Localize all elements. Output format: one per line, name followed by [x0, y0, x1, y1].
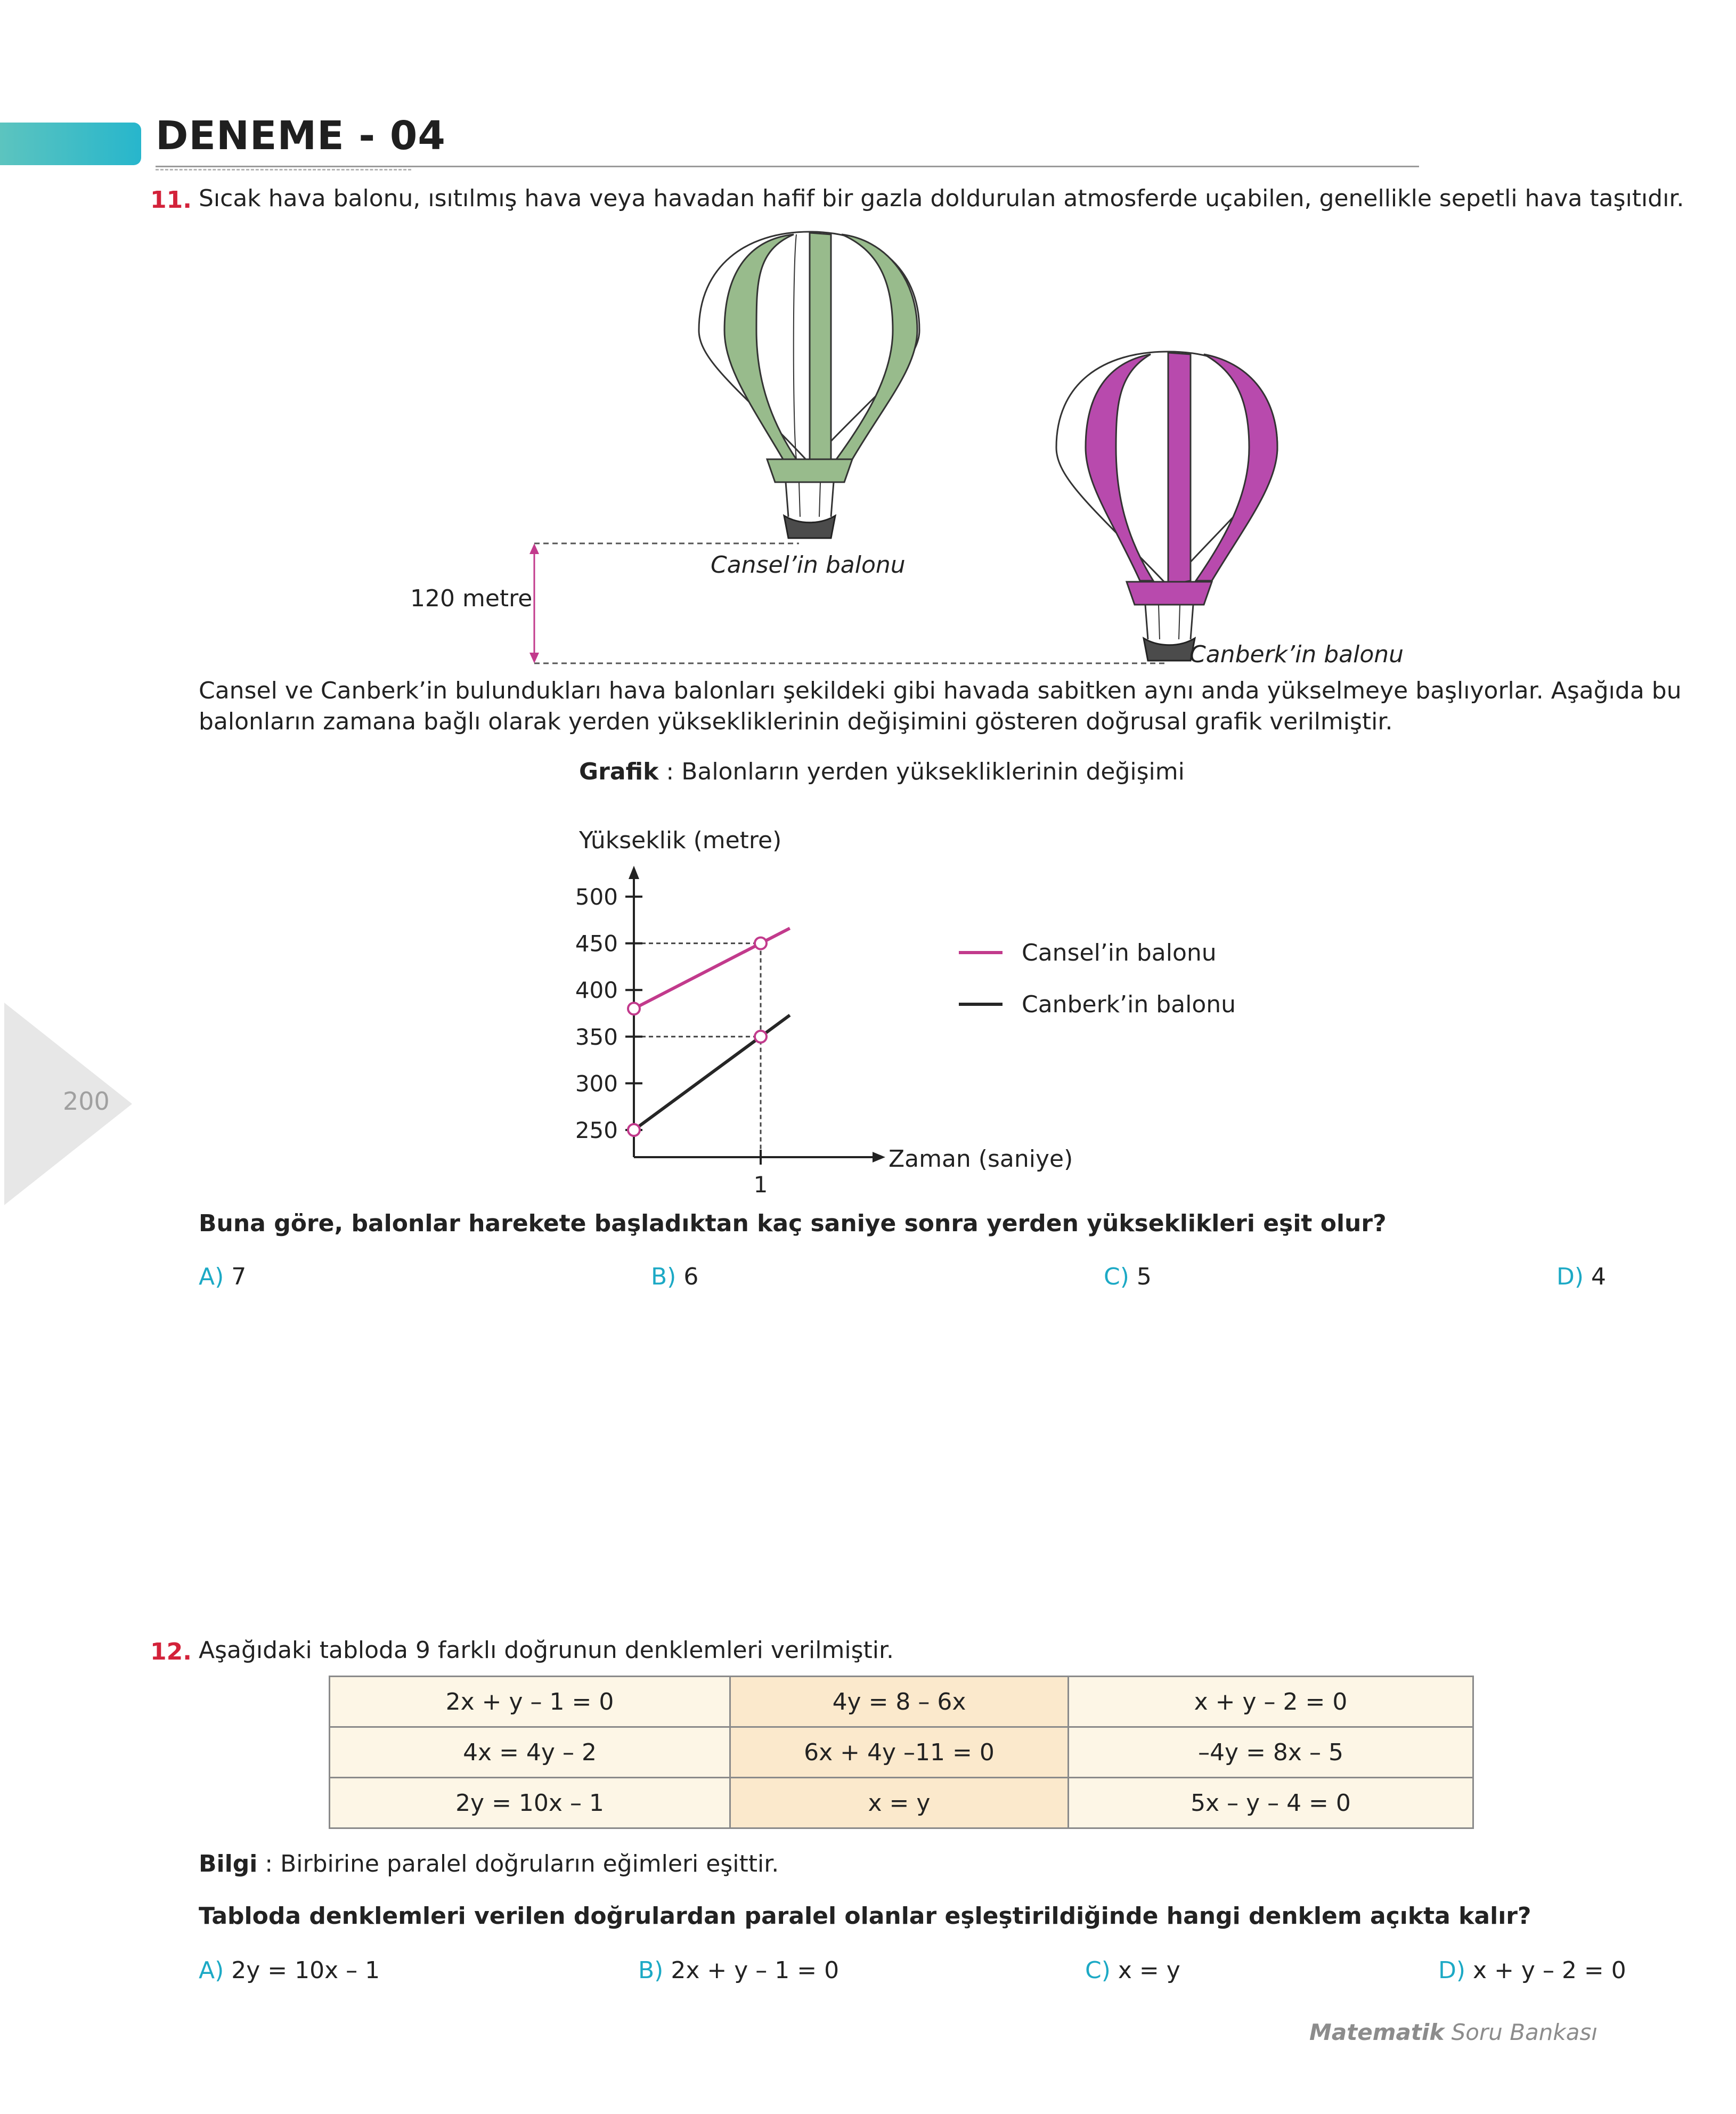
data-point	[628, 1003, 640, 1014]
question-11-stem: Buna göre, balonlar harekete başladıktan kaç saniye sonra yerden yükseklikleri eşit olur?	[199, 1210, 1387, 1237]
footer-brand-bold: Matematik	[1309, 2019, 1445, 2045]
info-bold: Bilgi	[199, 1850, 258, 1877]
q11-option-a-letter: A)	[199, 1263, 224, 1290]
q12-option-a-letter: A)	[199, 1957, 224, 1984]
y-tick-label: 400	[575, 977, 618, 1004]
footer-brand	[1309, 2019, 1598, 2045]
chart-x-axis-arrow	[873, 1152, 885, 1162]
table-cell: 2x + y – 1 = 0	[330, 1677, 730, 1727]
question-12-intro: Aşağıdaki tabloda 9 farklı doğrunun denklemleri verilmiştir.	[199, 1637, 894, 1664]
y-tick-label: 450	[575, 930, 618, 957]
q11-option-d-text: 4	[1591, 1263, 1607, 1290]
chart-series	[628, 928, 790, 1136]
equations-table	[329, 1676, 1474, 1829]
table-row	[330, 1778, 1473, 1828]
question-12-info	[199, 1849, 779, 1880]
q11-option-d-letter: D)	[1556, 1263, 1584, 1290]
legend-label-1: Canberk’in balonu	[1022, 991, 1236, 1018]
x-tick-label: 1	[753, 1172, 768, 1198]
chart-legend	[959, 939, 1236, 1018]
chart-axes	[629, 866, 885, 1162]
q12-option-d-text: x + y – 2 = 0	[1473, 1957, 1626, 1984]
y-tick-label: 300	[575, 1070, 618, 1097]
data-point	[755, 1031, 767, 1043]
q12-option-a-text: 2y = 10x – 1	[231, 1957, 380, 1984]
q12-option-b[interactable]	[638, 1955, 839, 1986]
table-row	[330, 1727, 1473, 1778]
table-cell: x + y – 2 = 0	[1069, 1677, 1473, 1727]
table-cell: x = y	[730, 1778, 1069, 1828]
table-row	[330, 1677, 1473, 1727]
question-11-para-line2: balonların zamana bağlı olarak yerden yüksekliklerinin değişimini gösteren doğrusal grafik verilmiştir.	[199, 708, 1393, 735]
data-point	[628, 1124, 640, 1136]
table-cell: 6x + 4y –11 = 0	[730, 1727, 1069, 1778]
question-11-number: 11.	[150, 186, 192, 214]
chart-x-axis-label: Zaman (saniye)	[889, 1145, 1073, 1173]
q11-option-c-text: 5	[1136, 1263, 1152, 1290]
q12-option-b-letter: B)	[638, 1957, 664, 1984]
graph-caption-bold: Grafik	[579, 758, 659, 785]
q12-option-c-letter: C)	[1085, 1957, 1111, 1984]
q12-option-c-text: x = y	[1118, 1957, 1180, 1984]
page-number: 200	[63, 1087, 110, 1116]
legend-label-0: Cansel’in balonu	[1022, 939, 1217, 966]
footer-brand-rest: Soru Bankası	[1444, 2019, 1598, 2045]
q12-option-c[interactable]	[1085, 1955, 1180, 1986]
q11-option-c-letter: C)	[1104, 1263, 1129, 1290]
q12-option-d-letter: D)	[1438, 1957, 1466, 1984]
q11-option-a[interactable]	[199, 1262, 246, 1292]
info-rest: : Birbirine paralel doğruların eğimleri eşittir.	[257, 1850, 779, 1877]
chart-ticks	[575, 884, 768, 1198]
data-point	[755, 938, 767, 949]
y-tick-label: 500	[575, 884, 618, 910]
cansel-balloon-label: Cansel’in balonu	[711, 551, 906, 579]
question-12-number: 12.	[150, 1638, 192, 1665]
q11-option-b-text: 6	[683, 1263, 699, 1290]
chart-y-axis-label: Yükseklik (metre)	[579, 827, 782, 854]
q11-option-c[interactable]	[1104, 1262, 1152, 1292]
q12-option-d[interactable]	[1438, 1955, 1626, 1986]
table-cell: 5x – y – 4 = 0	[1069, 1778, 1473, 1828]
table-cell: 4x = 4y – 2	[330, 1727, 730, 1778]
table-cell: –4y = 8x – 5	[1069, 1727, 1473, 1778]
question-12-stem: Tabloda denklemleri verilen doğrulardan paralel olanlar eşleştirildiğinde hangi denklem açıkta kalır?	[199, 1902, 1531, 1930]
q11-option-d[interactable]	[1556, 1262, 1606, 1292]
chart-y-axis-arrow	[629, 866, 639, 879]
page-title: DENEME - 04	[156, 113, 446, 159]
q12-option-b-text: 2x + y – 1 = 0	[671, 1957, 840, 1984]
y-tick-label: 350	[575, 1023, 618, 1050]
q11-option-b[interactable]	[651, 1262, 698, 1292]
graph-caption-rest: : Balonların yerden yüksekliklerinin değişimi	[658, 758, 1185, 785]
q12-option-a[interactable]	[199, 1955, 380, 1986]
y-tick-label: 250	[575, 1117, 618, 1143]
canberk-balloon-label: Canberk’in balonu	[1189, 641, 1404, 668]
gap-label: 120 metre	[410, 585, 533, 612]
q11-option-b-letter: B)	[651, 1263, 677, 1290]
series-line-1	[634, 1015, 790, 1130]
table-cell: 2y = 10x – 1	[330, 1778, 730, 1828]
question-11-intro: Sıcak hava balonu, ısıtılmış hava veya havadan hafif bir gazla doldurulan atmosferde uçabilen, genellikle sepetli hava taşıtıdır.	[199, 185, 1684, 212]
table-cell: 4y = 8 – 6x	[730, 1677, 1069, 1727]
q11-option-a-text: 7	[231, 1263, 247, 1290]
question-11-para-line1: Cansel ve Canberk’in bulundukları hava balonları şekildeki gibi havada sabitken aynı anda yükselmeye başlıyorlar. Aşağıda bu	[199, 677, 1682, 704]
